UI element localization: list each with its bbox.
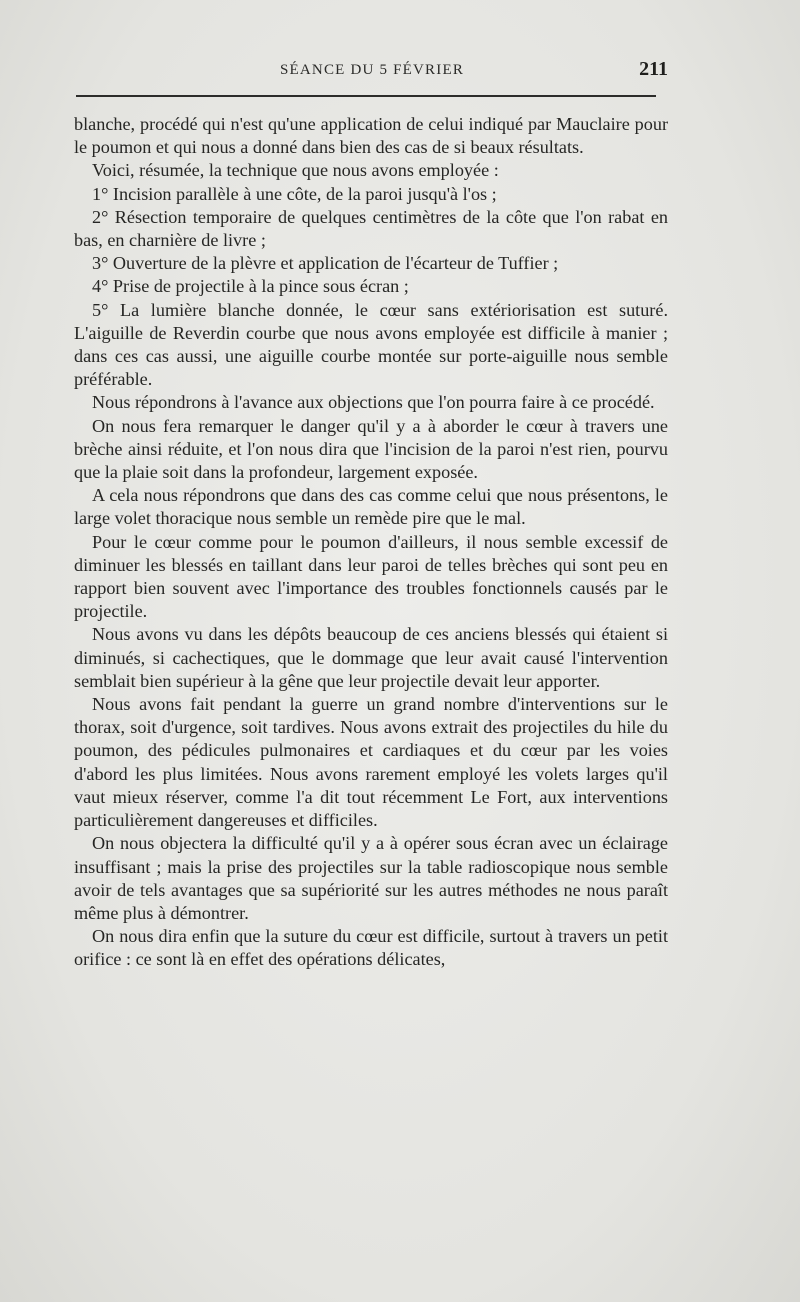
- paragraph-technique-intro: Voici, résumée, la technique que nous avons employée :: [92, 160, 499, 181]
- technique-step-2: 2° Résection temporaire de quelques centimètres de la côte que l'on rabat en bas, en charnière de livre ;: [74, 206, 668, 251]
- paragraph-war-interventions: Nous avons fait pendant la guerre un grand nombre d'interventions sur le thorax, soit d'urgence, soit tardives. Nous avons extrait des projectiles du hile du poumon, des pédicules pulmonaires et cardiaques et du cœur par les voies d'abord les plus limitées. Nous avons rarement employé les volets larges qu'il vaut mieux réserver, comme l'a dit tout récemment Le Fort, aux interventions particulièrement dangereuses et difficiles.: [74, 694, 668, 831]
- paragraph-continuation: blanche, procédé qui n'est qu'une application de celui indiqué par Mauclaire pour le poumon et qui nous a donné dans bien des cas de si beaux résultats.: [74, 114, 668, 158]
- body-text: [74, 113, 668, 972]
- paragraph-objections: Nous répondrons à l'avance aux objections que l'on pourra faire à ce procédé.: [92, 392, 655, 413]
- paragraph-response: A cela nous répondrons que dans des cas comme celui que nous présentons, le large volet thoracique nous semble un remède pire que le mal.: [74, 485, 668, 529]
- paragraph-danger: On nous fera remarquer le danger qu'il y a à aborder le cœur à travers une brèche ainsi réduite, et l'on nous dira que l'incision de la paroi n'est rien, pourvu que la plaie soit dans la profondeur, largement exposée.: [74, 415, 668, 483]
- technique-step-3: 3° Ouverture de la plèvre et application de l'écarteur de Tuffier ;: [92, 253, 559, 274]
- header-rule: [76, 95, 656, 97]
- paragraph-screen-objection: On nous objectera la difficulté qu'il y a à opérer sous écran avec un éclairage insuffisant ; mais la prise des projectiles sur la table radioscopique nous semble avoir de tels avantages que sa supériorité sur les autres méthodes ne nous paraît même plus à démontrer.: [74, 833, 668, 923]
- paragraph-depots: Nous avons vu dans les dépôts beaucoup de ces anciens blessés qui étaient si diminués, si cachectiques, que le dommage que leur avait causé l'intervention semblait bien supérieur à la gêne que leur projectile devait leur apporter.: [74, 624, 668, 691]
- page-header: [76, 58, 668, 86]
- technique-step-5: 5° La lumière blanche donnée, le cœur sans extériorisation est suturé. L'aiguille de Reverdin courbe que nous avons employée est difficile à manier ; dans ces cas aussi, une aiguille courbe montée sur porte-aiguille nous semble préférable.: [74, 299, 668, 390]
- paragraph-heart-lung: Pour le cœur comme pour le poumon d'ailleurs, il nous semble excessif de diminuer les blessés en taillant dans leur paroi de telles brèches qui sont peu en rapport bien souvent avec l'importance des troubles fonctionnels causés par le projectile.: [74, 531, 668, 622]
- running-head: SÉANCE DU 5 FÉVRIER: [279, 62, 465, 78]
- technique-step-1: 1° Incision parallèle à une côte, de la paroi jusqu'à l'os ;: [92, 183, 497, 204]
- technique-step-4: 4° Prise de projectile à la pince sous écran ;: [92, 276, 409, 297]
- paragraph-suture: On nous dira enfin que la suture du cœur est difficile, surtout à travers un petit orifice : ce sont là en effet des opérations délicates,: [74, 926, 668, 970]
- page-number: 211: [639, 58, 668, 80]
